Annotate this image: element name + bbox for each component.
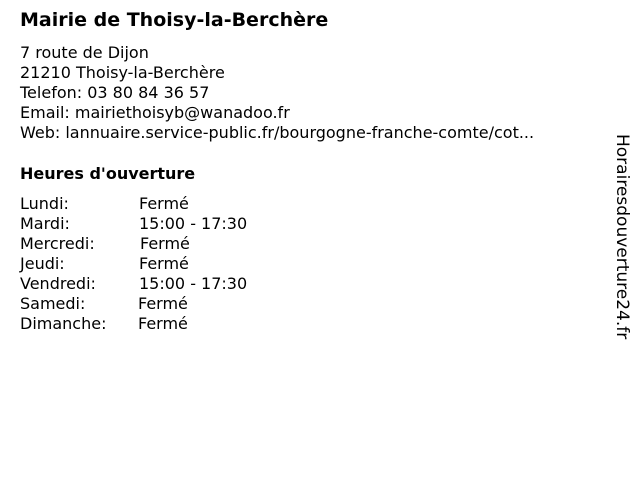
contact-info: [20, 43, 534, 143]
day-label: Lundi:: [20, 194, 69, 213]
email-address: Email: mairiethoisyb@wanadoo.fr: [20, 103, 290, 122]
day-label: Samedi:: [20, 294, 86, 313]
day-hours: Fermé: [140, 234, 190, 253]
business-name: Mairie de Thoisy-la-Berchère: [20, 9, 329, 31]
day-hours: Fermé: [138, 314, 188, 333]
day-label: Jeudi:: [20, 254, 65, 273]
address-city: 21210 Thoisy-la-Berchère: [20, 63, 225, 82]
day-hours: 15:00 - 17:30: [139, 214, 248, 233]
day-label: Mardi:: [20, 214, 70, 233]
address-street: 7 route de Dijon: [20, 43, 149, 62]
site-watermark: Horairesdouverture24.fr: [612, 134, 632, 340]
day-label: Vendredi:: [20, 274, 96, 293]
day-hours: Fermé: [139, 194, 189, 213]
phone-number: Telefon: 03 80 84 36 57: [20, 83, 210, 102]
day-label: Dimanche:: [20, 314, 107, 333]
opening-hours-heading: Heures d'ouverture: [20, 164, 196, 183]
day-hours: Fermé: [138, 294, 188, 313]
website-link[interactable]: Web: lannuaire.service-public.fr/bourgogne-franche-comte/cot...: [20, 123, 535, 142]
day-label: Mercredi:: [20, 234, 95, 253]
day-hours: 15:00 - 17:30: [139, 274, 248, 293]
day-hours: Fermé: [139, 254, 189, 273]
